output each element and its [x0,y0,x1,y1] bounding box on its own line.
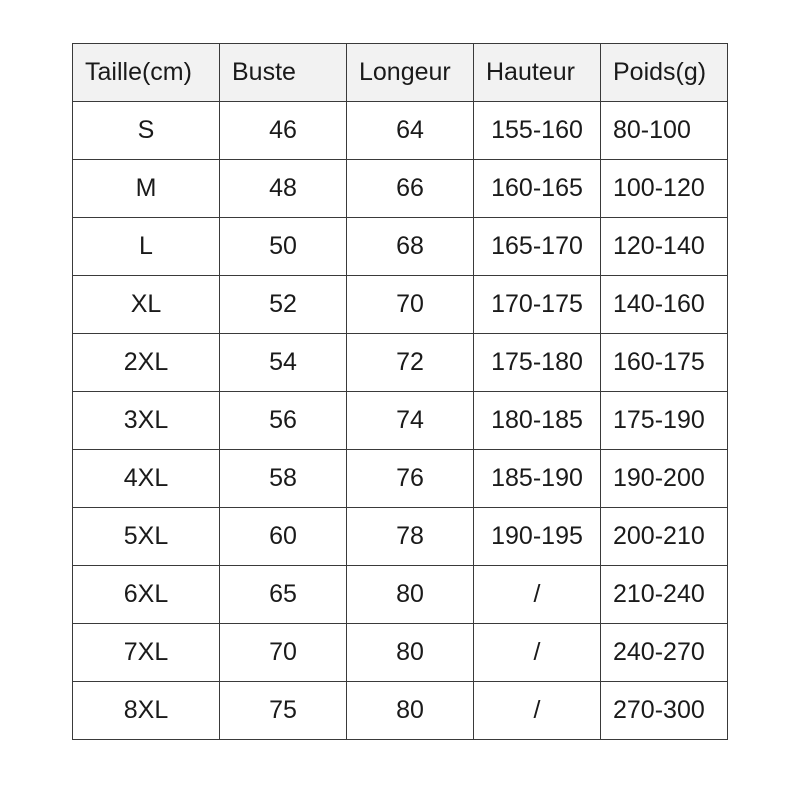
length-cell: 80 [347,624,474,682]
weight-cell: 240-270 [601,624,728,682]
size-cell: 6XL [73,566,220,624]
height-cell: 160-165 [474,160,601,218]
header-row [73,44,728,102]
length-cell: 80 [347,682,474,740]
weight-cell: 210-240 [601,566,728,624]
chest-cell: 46 [220,102,347,160]
length-cell: 64 [347,102,474,160]
weight-cell: 140-160 [601,276,728,334]
height-cell: / [474,682,601,740]
size-cell: L [73,218,220,276]
table-row [73,160,728,218]
length-cell: 72 [347,334,474,392]
chest-cell: 70 [220,624,347,682]
weight-cell: 120-140 [601,218,728,276]
chest-cell: 60 [220,508,347,566]
weight-cell: 190-200 [601,450,728,508]
header-weight: Poids(g) [601,44,728,102]
length-cell: 70 [347,276,474,334]
table-row [73,450,728,508]
size-cell: S [73,102,220,160]
header-height: Hauteur [474,44,601,102]
length-cell: 74 [347,392,474,450]
height-cell: 190-195 [474,508,601,566]
table-row [73,682,728,740]
size-cell: 4XL [73,450,220,508]
table-row [73,334,728,392]
size-cell: 3XL [73,392,220,450]
size-chart-table [72,43,728,740]
length-cell: 80 [347,566,474,624]
header-length: Longeur [347,44,474,102]
weight-cell: 200-210 [601,508,728,566]
weight-cell: 175-190 [601,392,728,450]
size-cell: 2XL [73,334,220,392]
chest-cell: 58 [220,450,347,508]
header-chest: Buste [220,44,347,102]
weight-cell: 80-100 [601,102,728,160]
table-row [73,218,728,276]
height-cell: / [474,566,601,624]
table-row [73,508,728,566]
size-cell: 5XL [73,508,220,566]
height-cell: 155-160 [474,102,601,160]
height-cell: 185-190 [474,450,601,508]
table-row [73,276,728,334]
table-row [73,624,728,682]
table-body [73,102,728,740]
size-cell: 7XL [73,624,220,682]
weight-cell: 160-175 [601,334,728,392]
table-row [73,102,728,160]
height-cell: 170-175 [474,276,601,334]
weight-cell: 270-300 [601,682,728,740]
chest-cell: 50 [220,218,347,276]
header-size: Taille(cm) [73,44,220,102]
table-row [73,392,728,450]
size-cell: M [73,160,220,218]
weight-cell: 100-120 [601,160,728,218]
length-cell: 78 [347,508,474,566]
length-cell: 76 [347,450,474,508]
height-cell: 175-180 [474,334,601,392]
table-row [73,566,728,624]
size-cell: XL [73,276,220,334]
chest-cell: 56 [220,392,347,450]
chest-cell: 75 [220,682,347,740]
chest-cell: 54 [220,334,347,392]
height-cell: 180-185 [474,392,601,450]
chest-cell: 65 [220,566,347,624]
table-header [73,44,728,102]
length-cell: 66 [347,160,474,218]
size-cell: 8XL [73,682,220,740]
height-cell: 165-170 [474,218,601,276]
chest-cell: 52 [220,276,347,334]
height-cell: / [474,624,601,682]
length-cell: 68 [347,218,474,276]
chest-cell: 48 [220,160,347,218]
